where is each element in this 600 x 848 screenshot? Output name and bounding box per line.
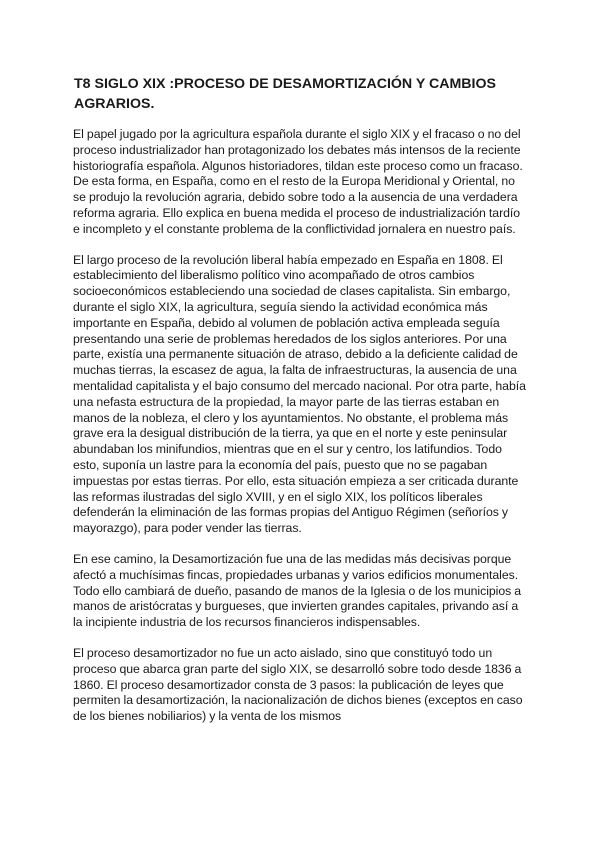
paragraph-liberal-revolution: El largo proceso de la revolución liberal había empezado en España en 1808. El establecimiento del liberalismo político vino acompañado de otros cambios socioeconómicos estableciendo una sociedad de clases capitalista. Sin embargo, durante el siglo XIX, la agricultura, seguía siendo la actividad económica más importante en España, debido al volumen de población activa empleada seguía presentando una serie de problemas heredados de los siglos anteriores. Por una parte, existía una permanente situación de atraso, debido a la deficiente calidad de muchas tierras, la escasez de agua, la falta de infraestructuras, la ausencia de una mentalidad capitalista y el bajo consumo del mercado nacional. Por otra parte, había una nefasta estructura de la propiedad, la mayor parte de las tierras estaban en manos de la nobleza, el clero y los ayuntamientos. No obstante, el problema más grave era la desigual distribución de la tierra, ya que en el norte y este peninsular abundaban los minifundios, mientras que en el sur y centro, los latifundios. Todo esto, suponía un lastre para la economía del país, puesto que no se pagaban impuestas por estas tierras. Por ello, esta situación empieza a ser criticada durante las reformas ilustradas del siglo XVIII, y en el siglo XIX, los políticos liberales defenderán la eliminación de las formas propias del Antiguo Régimen (señoríos y mayorazgo), para poder vender las tierras. <box>73 252 526 536</box>
page-title: T8 SIGLO XIX :PROCESO DE DESAMORTIZACIÓN Y CAMBIOS AGRARIOS. <box>74 76 496 112</box>
document-body <box>73 127 529 740</box>
paragraph-desamortizacion: En ese camino, la Desamortización fue una de las medidas más decisivas porque afectó a muchísimas fincas, propiedades urbanas y varios edificios monumentales. Todo ello cambiará de dueño, pasando de manos de la Iglesia o de los municipios a manos de aristócratas y burgueses, que invierten grandes capitales, privando así a la incipiente industria de los recursos financieros indispensables. <box>73 551 522 630</box>
paragraph-process-steps: El proceso desamortizador no fue un acto aislado, sino que constituyó todo un proceso que abarca gran parte del siglo XIX, se desarrolló sobre todo desde 1836 a 1860. El proceso desamortizador consta de 3 pasos: la publicación de leyes que permiten la desamortización, la nacionalización de dichos bienes (exceptos en caso de los bienes nobiliarios) y la venta de los mismos <box>73 645 523 724</box>
paragraph-intro: El papel jugado por la agricultura española durante el siglo XIX y el fracaso o no del proceso industrializador han protagonizado los debates más intensos de la reciente historiografía española. Algunos historiadores, tildan este proceso como un fracaso. De esta forma, en España, como en el resto de la Europa Meridional y Oriental, no se produjo la revolución agraria, debido sobre todo a la ausencia de una verdadera reforma agraria. Ello explica en buena medida el proceso de industrialización tardío e incompleto y el constante problema de la conflictividad jornalera en nuestro país. <box>73 127 523 236</box>
